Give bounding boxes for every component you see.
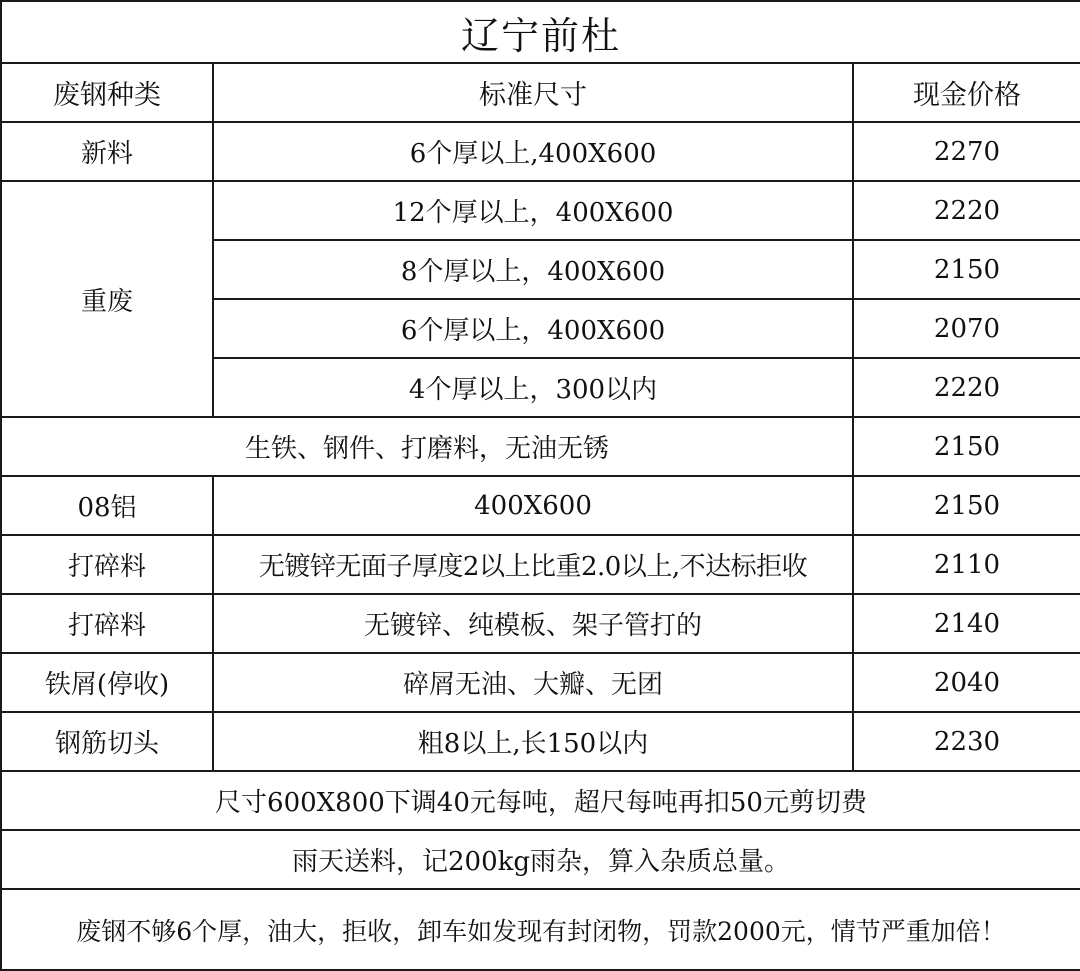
scrap-type-cell: 新料	[1, 122, 213, 181]
rain-note: 雨天送料，记200kg雨杂，算入杂质总量。	[1, 830, 1080, 889]
scrap-type-cell: 打碎料	[1, 535, 213, 594]
price-cell: 2040	[853, 653, 1080, 712]
table-row	[1, 181, 1080, 240]
table-row	[1, 122, 1080, 181]
header-standard-size: 标准尺寸	[213, 63, 853, 122]
note-row	[1, 771, 1080, 830]
scrap-type-cell: 钢筋切头	[1, 712, 213, 771]
table-row	[1, 535, 1080, 594]
price-cell: 2220	[853, 181, 1080, 240]
size-cell: 8个厚以上，400X600	[213, 240, 853, 299]
penalty-note: 废钢不够6个厚，油大，拒收，卸车如发现有封闭物，罚款2000元，情节严重加倍！	[1, 889, 1080, 970]
price-cell: 2140	[853, 594, 1080, 653]
size-cell: 无镀锌、纯模板、架子管打的	[213, 594, 853, 653]
price-cell: 2220	[853, 358, 1080, 417]
size-cell: 粗8以上,长150以内	[213, 712, 853, 771]
scrap-description-cell: 生铁、钢件、打磨料，无油无锈	[1, 417, 853, 476]
price-cell: 2150	[853, 476, 1080, 535]
price-cell: 2150	[853, 240, 1080, 299]
size-cell: 碎屑无油、大瓣、无团	[213, 653, 853, 712]
header-scrap-type: 废钢种类	[1, 63, 213, 122]
table-row	[1, 594, 1080, 653]
table-row	[1, 476, 1080, 535]
size-cell: 6个厚以上,400X600	[213, 122, 853, 181]
page-title: 辽宁前杜	[1, 1, 1080, 63]
scrap-type-cell: 铁屑(停收)	[1, 653, 213, 712]
header-cash-price: 现金价格	[853, 63, 1080, 122]
table-row	[1, 653, 1080, 712]
table-row	[1, 712, 1080, 771]
price-cell: 2150	[853, 417, 1080, 476]
price-cell: 2110	[853, 535, 1080, 594]
price-cell: 2270	[853, 122, 1080, 181]
scrap-type-cell: 打碎料	[1, 594, 213, 653]
size-cell: 12个厚以上，400X600	[213, 181, 853, 240]
table-row	[1, 417, 1080, 476]
price-cell: 2070	[853, 299, 1080, 358]
note-row	[1, 889, 1080, 970]
size-cell: 400X600	[213, 476, 853, 535]
size-cell: 无镀锌无面子厚度2以上比重2.0以上,不达标拒收	[213, 535, 853, 594]
price-cell: 2230	[853, 712, 1080, 771]
scrap-type-cell: 重废	[1, 181, 213, 417]
size-cell: 4个厚以上，300以内	[213, 358, 853, 417]
note-row	[1, 830, 1080, 889]
size-cell: 6个厚以上，400X600	[213, 299, 853, 358]
header-row	[1, 63, 1080, 122]
size-adjust-note: 尺寸600X800下调40元每吨，超尺每吨再扣50元剪切费	[1, 771, 1080, 830]
title-row	[1, 1, 1080, 63]
scrap-type-cell: 08铝	[1, 476, 213, 535]
